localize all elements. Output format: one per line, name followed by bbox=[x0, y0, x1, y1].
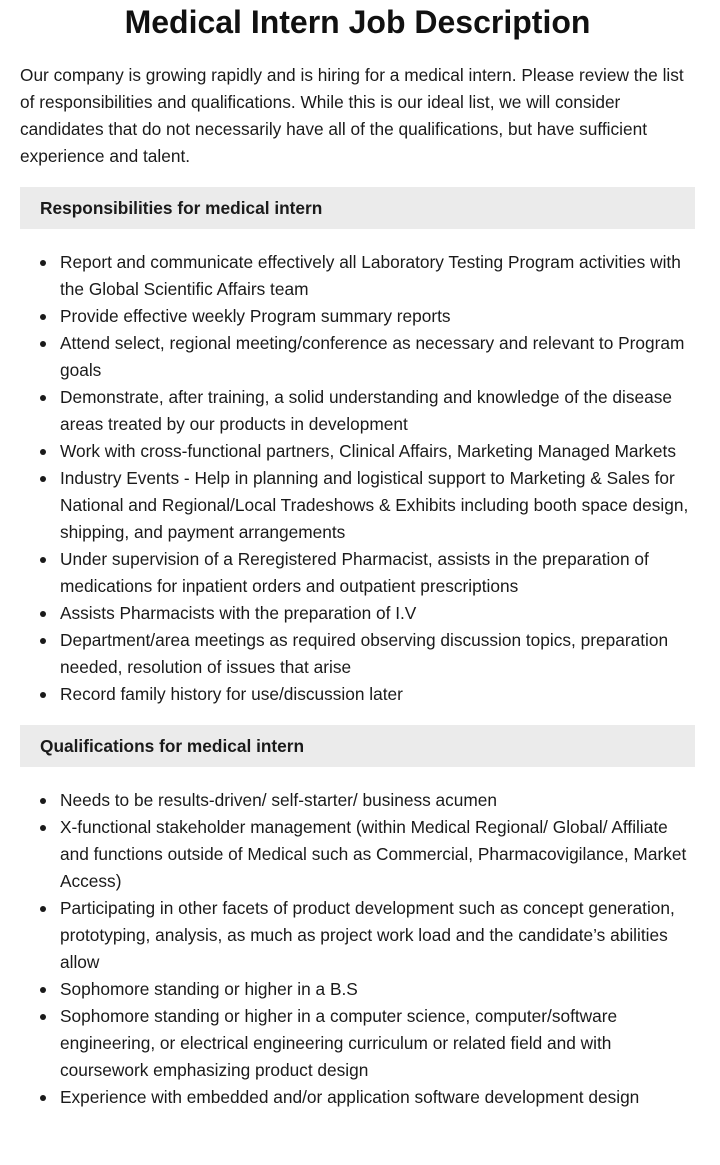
list-item-text: Needs to be results-driven/ self-starter/ business acumen bbox=[60, 790, 498, 810]
list-item-text: Sophomore standing or higher in a B.S bbox=[60, 979, 358, 999]
list-item bbox=[20, 330, 695, 384]
bullet-icon bbox=[40, 638, 46, 644]
list-item bbox=[20, 895, 695, 976]
qualifications-list bbox=[20, 787, 695, 1111]
list-item bbox=[20, 249, 695, 303]
list-item bbox=[20, 465, 695, 546]
bullet-icon bbox=[40, 476, 46, 482]
responsibilities-heading: Responsibilities for medical intern bbox=[20, 187, 695, 229]
bullet-icon bbox=[40, 557, 46, 563]
bullet-icon bbox=[40, 1095, 46, 1101]
list-item bbox=[20, 384, 695, 438]
list-item bbox=[20, 546, 695, 600]
list-item bbox=[20, 1084, 695, 1111]
list-item-text: Sophomore standing or higher in a computer science, computer/software engineering, or electrical engineering curriculum or related field and with coursework emphasizing product design bbox=[60, 1006, 618, 1080]
list-item bbox=[20, 681, 695, 708]
list-item-text: Department/area meetings as required observing discussion topics, preparation needed, resolution of issues that arise bbox=[60, 630, 669, 677]
list-item-text: Attend select, regional meeting/conference as necessary and relevant to Program goals bbox=[60, 333, 685, 380]
bullet-icon bbox=[40, 341, 46, 347]
bullet-icon bbox=[40, 987, 46, 993]
list-item bbox=[20, 600, 695, 627]
list-item-text: Demonstrate, after training, a solid understanding and knowledge of the disease areas treated by our products in development bbox=[60, 387, 672, 434]
qualifications-heading: Qualifications for medical intern bbox=[20, 725, 695, 767]
bullet-icon bbox=[40, 395, 46, 401]
bullet-icon bbox=[40, 260, 46, 266]
bullet-icon bbox=[40, 611, 46, 617]
list-item bbox=[20, 814, 695, 895]
bullet-icon bbox=[40, 314, 46, 320]
list-item bbox=[20, 787, 695, 814]
list-item-text: Provide effective weekly Program summary reports bbox=[60, 306, 451, 326]
intro-paragraph: Our company is growing rapidly and is hiring for a medical intern. Please review the list of responsibilities and qualifications. While this is our ideal list, we will consider candidates that do not necessarily have all of the qualifications, but have sufficient experience and talent. bbox=[20, 65, 684, 166]
bullet-icon bbox=[40, 906, 46, 912]
bullet-icon bbox=[40, 798, 46, 804]
list-item-text: X-functional stakeholder management (within Medical Regional/ Global/ Affiliate and functions outside of Medical such as Commercial, Pharmacovigilance, Market Access) bbox=[60, 817, 687, 891]
page-title: Medical Intern Job Description bbox=[124, 4, 591, 40]
list-item-text: Assists Pharmacists with the preparation of I.V bbox=[60, 603, 417, 623]
bullet-icon bbox=[40, 692, 46, 698]
responsibilities-list bbox=[20, 249, 695, 708]
list-item bbox=[20, 438, 695, 465]
list-item-text: Under supervision of a Reregistered Pharmacist, assists in the preparation of medications for inpatient orders and outpatient prescriptions bbox=[60, 549, 649, 596]
list-item-text: Industry Events - Help in planning and logistical support to Marketing & Sales for National and Regional/Local Tradeshows & Exhibits including booth space design, shipping, and payment arrangements bbox=[60, 468, 689, 542]
list-item-text: Work with cross-functional partners, Clinical Affairs, Marketing Managed Markets bbox=[60, 441, 676, 461]
list-item-text: Participating in other facets of product development such as concept generation, prototyping, analysis, as much as project work load and the candidate’s abilities allow bbox=[60, 898, 675, 972]
list-item bbox=[20, 303, 695, 330]
list-item-text: Record family history for use/discussion later bbox=[60, 684, 403, 704]
bullet-icon bbox=[40, 449, 46, 455]
list-item bbox=[20, 1003, 695, 1084]
bullet-icon bbox=[40, 825, 46, 831]
bullet-icon bbox=[40, 1014, 46, 1020]
list-item-text: Experience with embedded and/or application software development design bbox=[60, 1087, 640, 1107]
list-item-text: Report and communicate effectively all Laboratory Testing Program activities with the Global Scientific Affairs team bbox=[60, 252, 681, 299]
list-item bbox=[20, 976, 695, 1003]
list-item bbox=[20, 627, 695, 681]
